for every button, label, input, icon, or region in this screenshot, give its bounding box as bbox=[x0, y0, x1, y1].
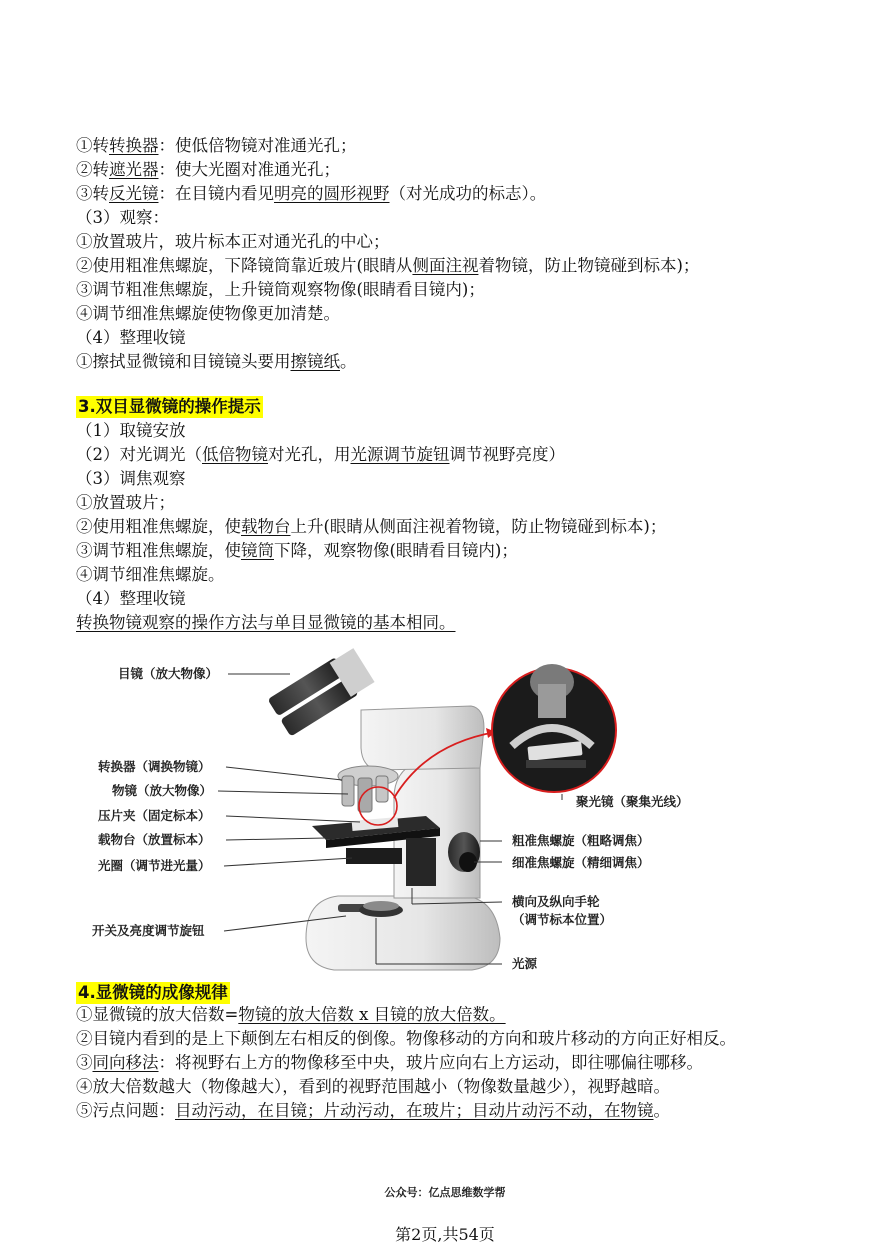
label-condenser: 聚光镜（聚集光线） bbox=[576, 794, 689, 809]
objective-lens bbox=[342, 776, 354, 806]
observe-step-2: ②使用粗准焦螺旋，下降镜筒靠近玻片(眼睛从侧面注视着物镜，防止物镜碰到标本)； bbox=[76, 256, 700, 275]
label-mech-stage-2: （调节标本位置） bbox=[512, 912, 613, 927]
label-eyepiece: 目镜（放大物像） bbox=[118, 666, 219, 681]
label-switch: 开关及亮度调节旋钮 bbox=[92, 923, 205, 938]
s4-line-3: ③同向移法：将视野右上方的物像移至中央，玻片应向右上方运动，即往哪偏往哪移。 bbox=[76, 1053, 703, 1072]
step-line-1: ①转转换器：使低倍物镜对准通光孔； bbox=[76, 136, 357, 155]
label-mech-stage-1: 横向及纵向手轮 bbox=[512, 894, 600, 909]
s3-line-5: ②使用粗准焦螺旋，使载物台上升(眼睛从侧面注视着物镜，防止物镜碰到标本)； bbox=[76, 517, 667, 536]
s3-line-2: （2）对光调光（低倍物镜对光孔，用光源调节旋钮调节视野亮度） bbox=[76, 445, 565, 464]
label-objective: 物镜（放大物像） bbox=[112, 783, 213, 798]
label-aperture: 光圈（调节进光量） bbox=[98, 858, 211, 873]
eyepiece-tubes bbox=[268, 648, 376, 737]
observe-step-1: ①放置玻片，玻片标本正对通光孔的中心； bbox=[76, 232, 390, 251]
section-3-heading: 3.双目显微镜的操作提示 bbox=[78, 397, 261, 416]
s3-line-7: ④调节细准焦螺旋。 bbox=[76, 565, 225, 584]
s4-line-5: ⑤污点问题：目动污动，在目镜；片动污动，在玻片；目动片动污不动，在物镜。 bbox=[76, 1101, 670, 1120]
observe-title: （3）观察： bbox=[76, 208, 169, 227]
step-line-2: ②转遮光器：使大光圈对准通光孔； bbox=[76, 160, 340, 179]
label-coarse-knob: 粗准焦螺旋（粗略调焦） bbox=[512, 833, 650, 848]
s4-line-4: ④放大倍数越大（物像越大），看到的视野范围越小（物像数量越少），视野越暗。 bbox=[76, 1077, 670, 1096]
label-light-source: 光源 bbox=[512, 956, 538, 971]
observe-step-4: ④调节细准焦螺旋使物像更加清楚。 bbox=[76, 304, 340, 323]
s3-line-3: （3）调焦观察 bbox=[76, 469, 186, 488]
label-nosepiece: 转换器（调换物镜） bbox=[98, 759, 211, 774]
page-number: 第2页,共54页 bbox=[395, 1225, 495, 1244]
s3-line-4: ①放置玻片； bbox=[76, 493, 175, 512]
s3-line-8: （4）整理收镜 bbox=[76, 589, 186, 608]
label-stage: 载物台（放置标本） bbox=[98, 832, 211, 847]
s3-line-9: 转换物镜观察的操作方法与单目显微镜的基本相同。 bbox=[76, 613, 456, 632]
observe-step-3: ③调节粗准焦螺旋，上升镜筒观察物像(眼睛看目镜内)； bbox=[76, 280, 485, 299]
s3-line-6: ③调节粗准焦螺旋，使镜筒下降，观察物像(眼睛看目镜内)； bbox=[76, 541, 518, 560]
section-4-heading: 4.显微镜的成像规律 bbox=[78, 983, 228, 1002]
label-fine-knob: 细准焦螺旋（精细调焦） bbox=[512, 855, 650, 870]
s4-line-1: ①显微镜的放大倍数=物镜的放大倍数 x 目镜的放大倍数。 bbox=[76, 1005, 506, 1024]
label-clip: 压片夹（固定标本） bbox=[98, 808, 211, 823]
step-line-3: ③转反光镜：在目镜内看见明亮的圆形视野（对光成功的标志）。 bbox=[76, 184, 547, 203]
microscope-figure bbox=[76, 648, 726, 978]
footer-note: 公众号：亿点思维数学帮 bbox=[384, 1186, 506, 1199]
s4-line-2: ②目镜内看到的是上下颠倒左右相反的倒像。物像移动的方向和玻片移动的方向正好相反。 bbox=[76, 1029, 736, 1048]
tidy-title: （4）整理收镜 bbox=[76, 328, 186, 347]
s3-line-1: （1）取镜安放 bbox=[76, 421, 186, 440]
tidy-step-1: ①擦拭显微镜和目镜镜头要用擦镜纸。 bbox=[76, 352, 357, 371]
